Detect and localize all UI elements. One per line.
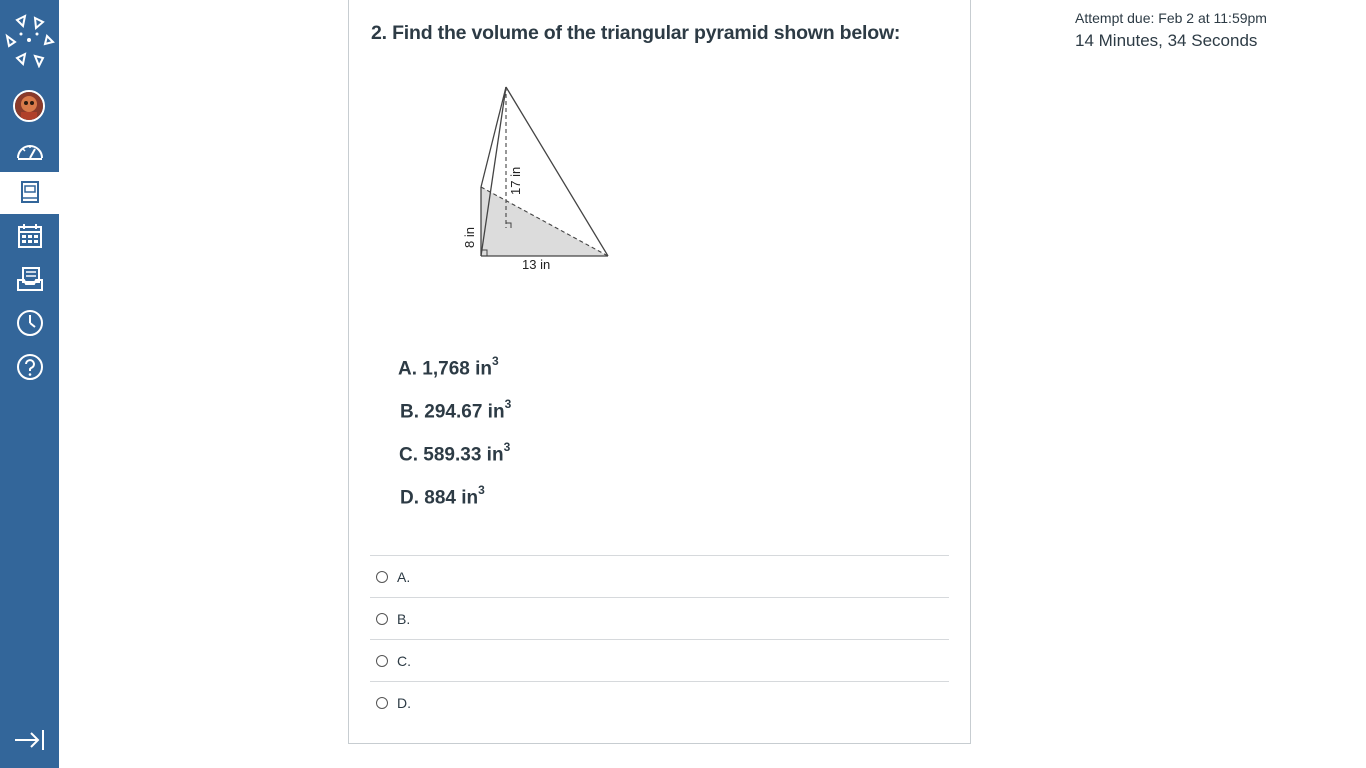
help-icon [16, 353, 44, 381]
nav-history[interactable] [0, 303, 59, 343]
global-nav-sidebar [0, 0, 59, 768]
courses-icon [19, 180, 41, 206]
avatar[interactable] [13, 90, 45, 122]
nav-calendar[interactable] [0, 216, 59, 256]
answer-label: C. [397, 652, 411, 669]
answer-option-d[interactable] [370, 681, 949, 723]
dashboard-icon [15, 140, 45, 162]
nav-dashboard[interactable] [0, 131, 59, 171]
attempt-due: Attempt due: Feb 2 at 11:59pm [1075, 10, 1267, 26]
answer-option-a[interactable] [370, 555, 949, 597]
pyramid-figure [455, 80, 625, 280]
time-remaining: 14 Minutes, 34 Seconds [1075, 31, 1258, 50]
radio-button[interactable] [376, 655, 388, 667]
nav-inbox[interactable] [0, 259, 59, 299]
choice-d: D. 884 $in^3$ [400, 483, 485, 509]
question-text: 2. Find the volume of the triangular pyramid shown below: [371, 22, 901, 44]
choice-b: B. 294.67 $in^3$ [400, 397, 512, 423]
radio-button[interactable] [376, 697, 388, 709]
calendar-icon [17, 223, 43, 249]
inbox-icon [16, 266, 44, 292]
clock-icon [16, 309, 44, 337]
nav-courses[interactable] [0, 172, 59, 214]
answer-label: D. [397, 694, 411, 711]
canvas-logo-icon[interactable] [3, 12, 56, 68]
answer-option-c[interactable] [370, 639, 949, 681]
radio-button[interactable] [376, 613, 388, 625]
nav-help[interactable] [0, 347, 59, 387]
collapse-nav-icon[interactable] [12, 727, 46, 753]
answer-option-b[interactable] [370, 597, 949, 639]
choice-a: A. 1,768 $in^3$ [398, 354, 499, 380]
base-label: 13 in [522, 257, 551, 272]
answer-label: A. [397, 568, 411, 585]
height-label: 17 in [508, 166, 523, 195]
radio-button[interactable] [376, 571, 388, 583]
choice-c: C. 589.33 $in^3$ [399, 440, 511, 466]
side-label: 8 in [462, 227, 477, 248]
answer-list [370, 555, 949, 723]
answer-label: B. [397, 610, 411, 627]
